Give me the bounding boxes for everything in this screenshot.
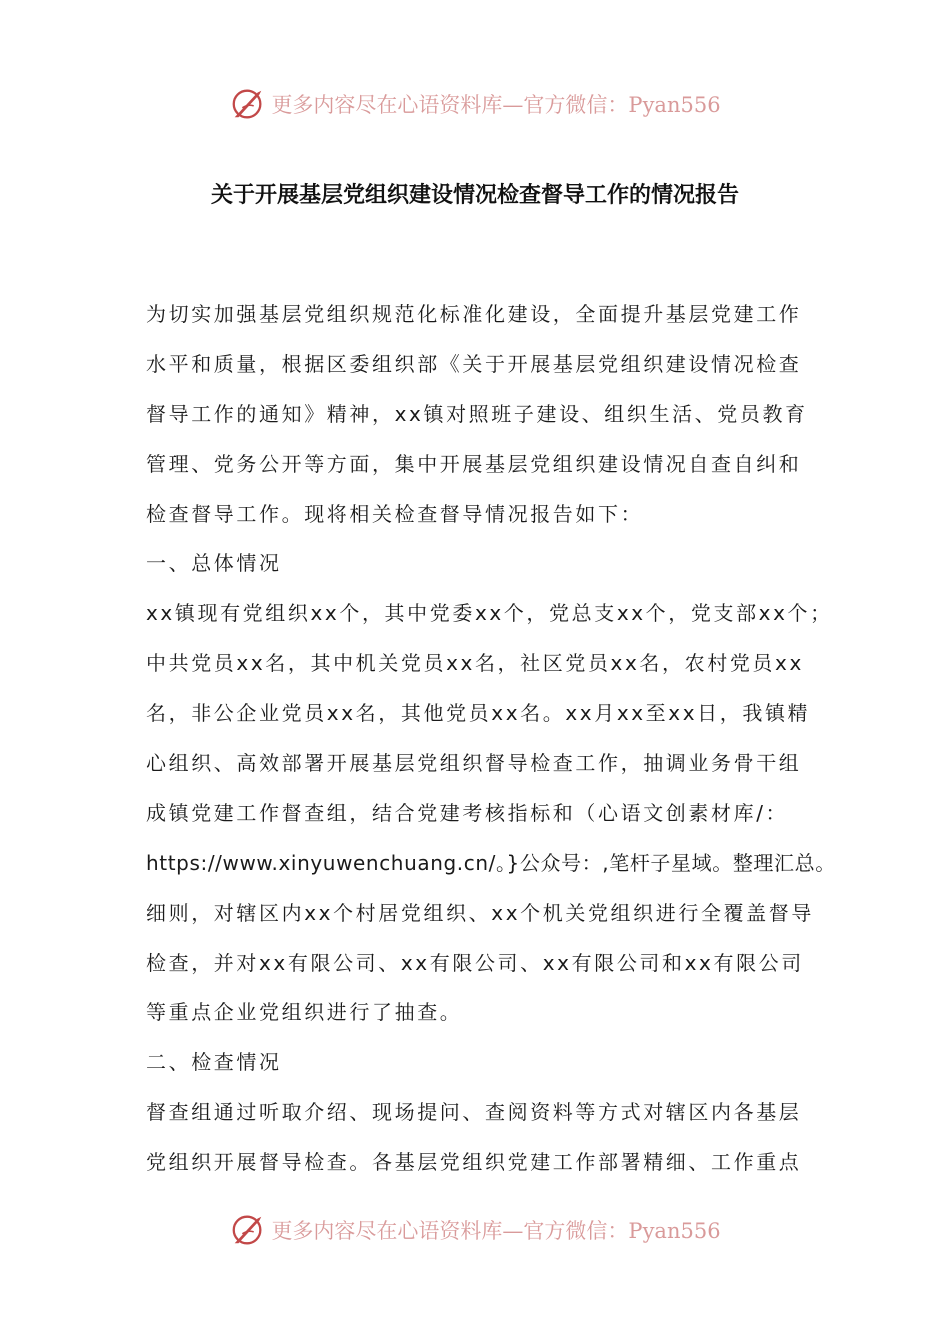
header-watermark [0,82,950,126]
body-line-url: https://www.xinyuwenchuang.cn/。}公众号：,笔杆子星域。整理汇总。 [146,850,836,875]
section-heading-inspection: 二、检查情况 [146,1050,282,1075]
body-line: xx镇现有党组织xx个，其中党委xx个，党总支xx个，党支部xx个； [146,601,833,626]
body-line: 督查组通过听取介绍、现场提问、查阅资料等方式对辖区内各基层 [146,1100,802,1125]
body-line: 检查督导工作。现将相关检查督导情况报告如下： [146,501,644,526]
document-body [146,290,836,1188]
body-line: 管理、党务公开等方面，集中开展基层党组织建设情况自查自纠和 [146,451,802,476]
watermark-text: 更多内容尽在心语资料库—官方微信：Pyan556 [271,1219,721,1243]
section-heading-overview: 一、总体情况 [146,551,282,576]
document-title: 关于开展基层党组织建设情况检查督导工作的情况报告 [210,182,739,208]
body-line: 成镇党建工作督查组，结合党建考核指标和（心语文创素材库/： [146,800,789,825]
body-line: 检查，并对xx有限公司、xx有限公司、xx有限公司和xx有限公司 [146,950,804,975]
body-line: 名，非公企业党员xx名，其他党员xx名。xx月xx至xx日，我镇精 [146,701,811,726]
body-line: 督导工作的通知》精神，xx镇对照班子建设、组织生活、党员教育 [146,401,808,426]
body-line: 党组织开展督导检查。各基层党组织党建工作部署精细、工作重点 [146,1150,802,1175]
footer-watermark [0,1208,950,1252]
body-line: 为切实加强基层党组织规范化标准化建设，全面提升基层党建工作 [146,302,802,326]
body-line: 中共党员xx名，其中机关党员xx名，社区党员xx名，农村党员xx [146,651,804,676]
body-line: 水平和质量，根据区委组织部《关于开展基层党组织建设情况检查 [146,351,802,376]
watermark-text: 更多内容尽在心语资料库—官方微信：Pyan556 [271,93,721,117]
quill-logo-icon [229,1211,267,1249]
body-line: 等重点企业党组织进行了抽查。 [146,1000,463,1025]
body-line: 心组织、高效部署开展基层党组织督导检查工作，抽调业务骨干组 [146,751,802,776]
body-line: 细则，对辖区内xx个村居党组织、xx个机关党组织进行全覆盖督导 [146,900,814,925]
quill-logo-icon [229,85,267,123]
